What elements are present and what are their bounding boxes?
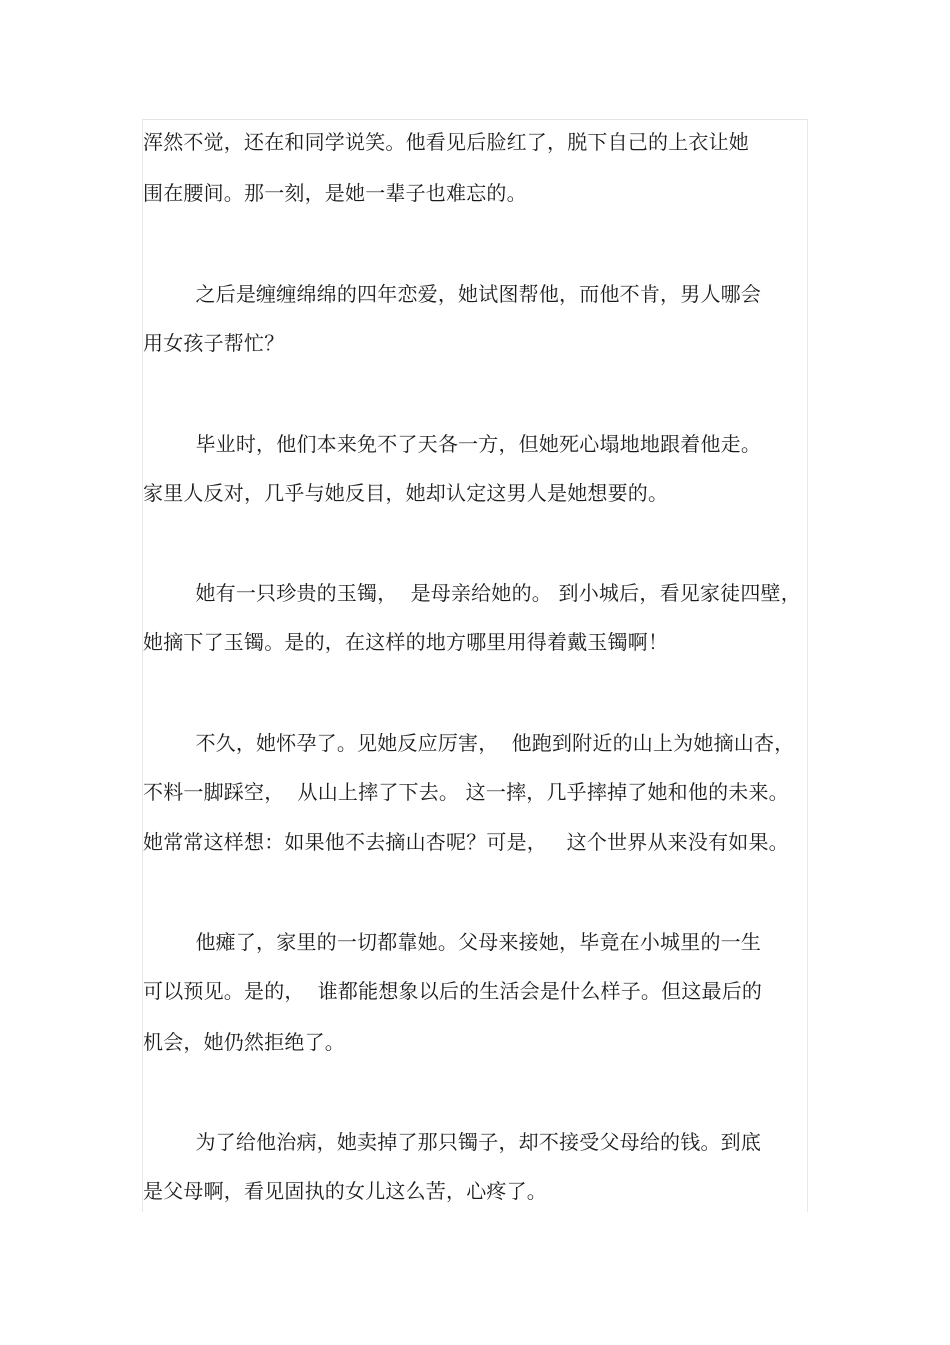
- text-line: 是父母啊，看见固执的女儿这么苦，心疼了。: [143, 1179, 547, 1203]
- text-line: 可以预见。是的， 谁都能想象以后的生活会是什么样子。但这最后的: [143, 979, 763, 1003]
- text-line: 围在腰间。那一刻，是她一辈子也难忘的。: [143, 181, 527, 205]
- text-line: 用女孩子帮忙？: [143, 331, 285, 355]
- text-line: 她摘下了玉镯。是的，在这样的地方哪里用得着戴玉镯啊！: [143, 630, 669, 654]
- paragraph-line: 她有一只珍贵的玉镯， 是母亲给她的。 到小城后，看见家徒四壁，: [143, 581, 801, 605]
- paragraph-line: 毕业时，他们本来免不了天各一方，但她死心塌地地跟着他走。: [143, 432, 762, 456]
- text-line: 家里人反对，几乎与她反目，她却认定这男人是她想要的。: [143, 481, 669, 505]
- text-line: 浑然不觉，还在和同学说笑。他看见后脸红了，脱下自己的上衣让她: [143, 130, 749, 154]
- text-line: 她常常这样想：如果他不去摘山杏呢？可是， 这个世界从来没有如果。: [143, 830, 789, 854]
- paragraph-line: 之后是缠缠绵绵的四年恋爱，她试图帮他，而他不肯，男人哪会: [143, 282, 762, 306]
- paragraph-line: 他瘫了，家里的一切都靠她。父母来接她，毕竟在小城里的一生: [143, 930, 762, 954]
- paragraph-line: 不久，她怀孕了。见她反应厉害， 他跑到附近的山上为她摘山杏，: [143, 731, 795, 755]
- paragraph-line: 为了给他治病，她卖掉了那只镯子，却不接受父母给的钱。到底: [143, 1130, 762, 1154]
- text-line: 机会，她仍然拒绝了。: [143, 1030, 345, 1054]
- text-line: 不料一脚踩空， 从山上摔了下去。 这一摔，几乎摔掉了她和他的未来。: [143, 780, 789, 804]
